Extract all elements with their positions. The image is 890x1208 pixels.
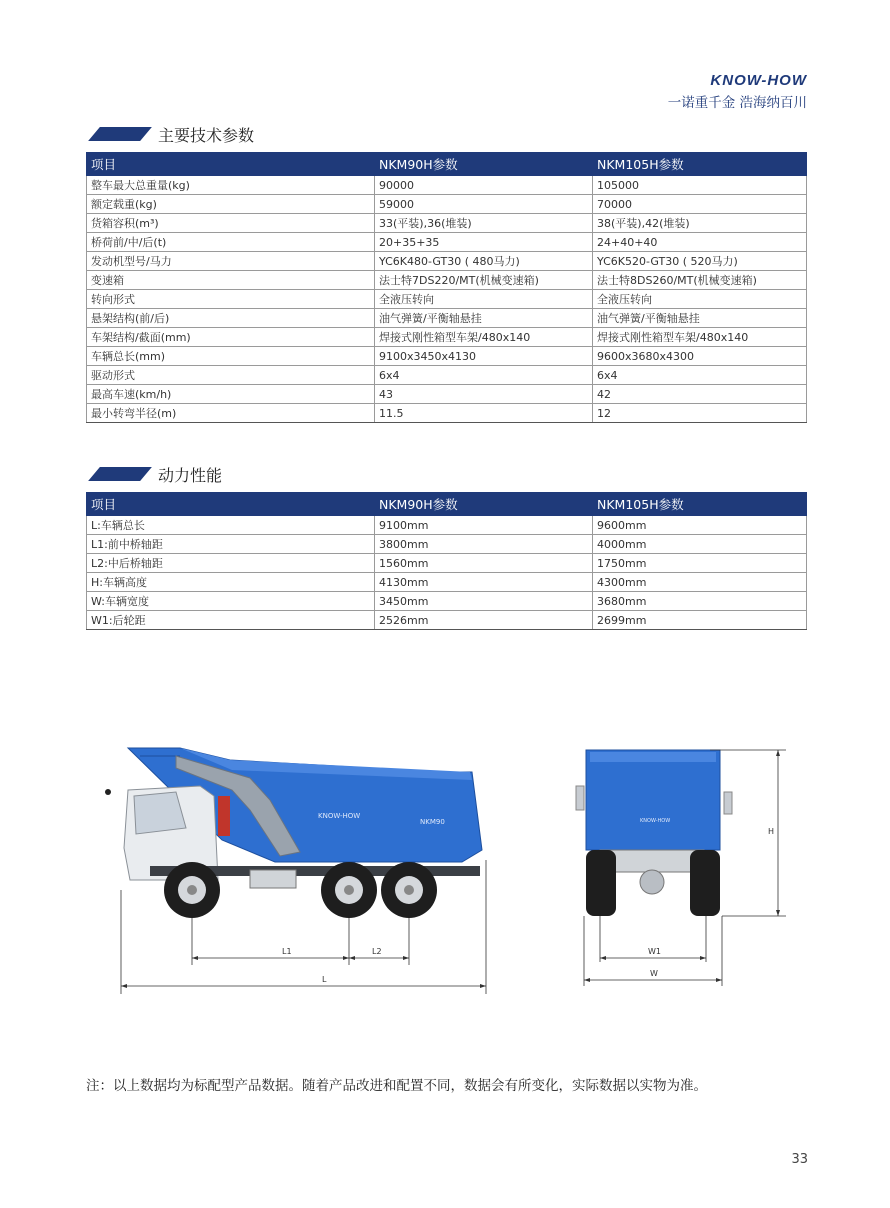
table-row (87, 233, 807, 252)
table-cell: 转向形式 (87, 290, 375, 309)
table-cell: 油气弹簧/平衡轴悬挂 (375, 309, 593, 328)
table-cell: 9600mm (593, 516, 807, 535)
spec-table (86, 152, 807, 423)
table-cell: 整车最大总重量(kg) (87, 176, 375, 195)
table-cell: 最高车速(km/h) (87, 385, 375, 404)
table-cell: 4000mm (593, 535, 807, 554)
table-cell: 车辆总长(mm) (87, 347, 375, 366)
table-cell: 9100mm (375, 516, 593, 535)
table-cell: 3680mm (593, 592, 807, 611)
dim-label-L2: L2 (372, 947, 382, 956)
table-cell: 4130mm (375, 573, 593, 592)
table-cell: 额定载重(kg) (87, 195, 375, 214)
brand-block (668, 72, 807, 111)
table-cell: 驱动形式 (87, 366, 375, 385)
table-cell: 最小转弯半径(m) (87, 404, 375, 423)
table-cell: 20+35+35 (375, 233, 593, 252)
table-cell: 24+40+40 (593, 233, 807, 252)
table-cell: 发动机型号/马力 (87, 252, 375, 271)
table-cell: 桥荷前/中/后(t) (87, 233, 375, 252)
table-header-cell: 项目 (87, 493, 375, 516)
power-table (86, 492, 807, 630)
table-cell: 车架结构/截面(mm) (87, 328, 375, 347)
table-cell: 42 (593, 385, 807, 404)
truck-dimension-diagram (0, 700, 890, 1000)
table-header-cell: NKM90H参数 (375, 493, 593, 516)
table-row (87, 347, 807, 366)
table-cell: W1:后轮距 (87, 611, 375, 630)
table-cell: 43 (375, 385, 593, 404)
power-section-title-text: 动力性能 (158, 465, 223, 485)
table-cell: 法士特8DS260/MT(机械变速箱) (593, 271, 807, 290)
table-cell: 38(平装),42(堆装) (593, 214, 807, 233)
dim-label-L1: L1 (282, 947, 292, 956)
mirror-icon (105, 789, 111, 795)
rear-wheel (381, 862, 437, 918)
table-cell: 全液压转向 (375, 290, 593, 309)
section-marker-icon (88, 467, 152, 481)
table-cell: W:车辆宽度 (87, 592, 375, 611)
table-cell: YC6K520-GT30 ( 520马力) (593, 252, 807, 271)
table-row (87, 195, 807, 214)
table-cell: 6x4 (593, 366, 807, 385)
table-cell: 2526mm (375, 611, 593, 630)
truck-brand-label: KNOW-HOW (318, 812, 361, 820)
hydraulic-cylinder (218, 796, 230, 836)
spec-table-header-row (87, 153, 807, 176)
front-wheel (164, 862, 220, 918)
table-row (87, 309, 807, 328)
table-cell: 1750mm (593, 554, 807, 573)
table-cell: 货箱容积(m³) (87, 214, 375, 233)
table-cell: 焊接式刚性箱型车架/480x140 (375, 328, 593, 347)
table-row (87, 271, 807, 290)
table-cell: H:车辆高度 (87, 573, 375, 592)
power-section-title (86, 462, 222, 486)
table-row (87, 290, 807, 309)
table-cell: 6x4 (375, 366, 593, 385)
dim-label-H: H (768, 827, 775, 836)
table-cell: 2699mm (593, 611, 807, 630)
table-cell: 悬架结构(前/后) (87, 309, 375, 328)
table-row (87, 328, 807, 347)
table-cell: 59000 (375, 195, 593, 214)
table-row (87, 554, 807, 573)
rear-brand-label: KNOW-HOW (640, 818, 671, 824)
table-cell: 法士特7DS220/MT(机械变速箱) (375, 271, 593, 290)
table-row (87, 366, 807, 385)
table-row (87, 535, 807, 554)
table-row (87, 385, 807, 404)
table-header-cell: NKM105H参数 (593, 153, 807, 176)
table-cell: 105000 (593, 176, 807, 195)
table-cell: 9600x3680x4300 (593, 347, 807, 366)
table-cell: 11.5 (375, 404, 593, 423)
table-row (87, 176, 807, 195)
table-header-cell: NKM105H参数 (593, 493, 807, 516)
dim-label-W: W (650, 969, 658, 978)
brand-title: KNOW-HOW (710, 72, 807, 89)
power-table-header-row (87, 493, 807, 516)
table-cell: L:车辆总长 (87, 516, 375, 535)
footnote: 注：以上数据均为标配型产品数据。随着产品改进和配置不同，数据会有所变化，实际数据以实物为准。 (86, 1078, 707, 1094)
rear-left-wheels (586, 850, 616, 916)
truck-side-view (105, 748, 482, 918)
rear-right-wheels (690, 850, 720, 916)
table-row (87, 252, 807, 271)
table-header-cell: NKM90H参数 (375, 153, 593, 176)
table-cell: 1560mm (375, 554, 593, 573)
table-cell: L2:中后桥轴距 (87, 554, 375, 573)
table-row (87, 404, 807, 423)
table-row (87, 516, 807, 535)
table-cell: 油气弹簧/平衡轴悬挂 (593, 309, 807, 328)
table-cell: 3450mm (375, 592, 593, 611)
dim-label-L: L (322, 975, 327, 984)
brand-slogan: 一诺重千金 浩海纳百川 (667, 95, 807, 111)
table-cell: 3800mm (375, 535, 593, 554)
table-cell: YC6K480-GT30 ( 480马力) (375, 252, 593, 271)
middle-wheel (321, 862, 377, 918)
dim-label-W1: W1 (648, 947, 661, 956)
section-marker-icon (88, 127, 152, 141)
page-number: 33 (791, 1152, 808, 1167)
spec-section-title-text: 主要技术参数 (158, 125, 255, 145)
table-row (87, 214, 807, 233)
table-cell: 70000 (593, 195, 807, 214)
table-cell: 12 (593, 404, 807, 423)
spec-section-title (86, 122, 254, 146)
table-cell: 全液压转向 (593, 290, 807, 309)
truck-rear-view (576, 750, 732, 916)
table-row (87, 573, 807, 592)
table-cell: L1:前中桥轴距 (87, 535, 375, 554)
truck-model-label: NKM90 (420, 818, 445, 826)
table-cell: 变速箱 (87, 271, 375, 290)
table-cell: 4300mm (593, 573, 807, 592)
table-cell: 90000 (375, 176, 593, 195)
table-cell: 焊接式刚性箱型车架/480x140 (593, 328, 807, 347)
table-row (87, 611, 807, 630)
table-header-cell: 项目 (87, 153, 375, 176)
table-cell: 9100x3450x4130 (375, 347, 593, 366)
table-row (87, 592, 807, 611)
table-cell: 33(平装),36(堆装) (375, 214, 593, 233)
